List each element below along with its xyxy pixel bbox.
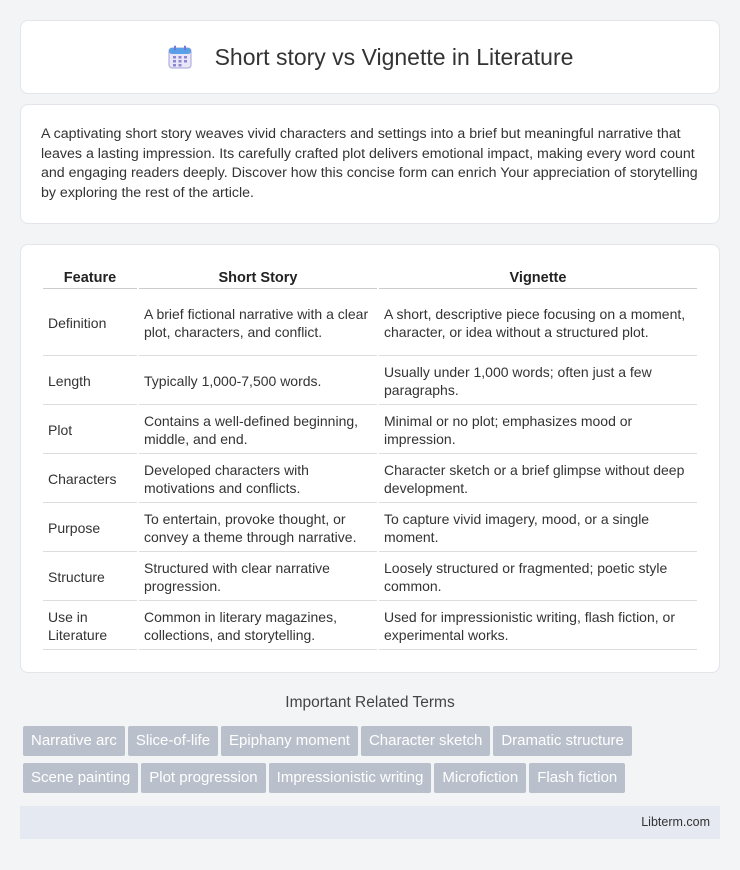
tag-narrative-arc[interactable]: Narrative arc — [23, 726, 125, 756]
tag-flash-fiction[interactable]: Flash fiction — [529, 763, 625, 793]
vignette-cell: A short, descriptive piece focusing on a moment, character, or idea without a structured plot. — [379, 291, 697, 356]
short-story-cell: Structured with clear narrative progression. — [139, 554, 377, 601]
feature-cell: Structure — [43, 554, 137, 601]
header-short-story: Short Story — [139, 267, 377, 289]
footer-site-link[interactable]: Libterm.com — [641, 815, 710, 829]
short-story-cell: To entertain, provoke thought, or convey a theme through narrative. — [139, 505, 377, 552]
feature-cell: Definition — [43, 291, 137, 356]
table-row — [43, 603, 697, 650]
feature-cell: Length — [43, 358, 137, 405]
page-title: Short story vs Vignette in Literature — [214, 43, 574, 70]
short-story-cell: A brief fictional narrative with a clear plot, characters, and conflict. — [139, 291, 377, 356]
feature-cell: Characters — [43, 456, 137, 503]
header-vignette: Vignette — [379, 267, 697, 289]
short-story-cell: Typically 1,000-7,500 words. — [139, 358, 377, 405]
intro-text: A captivating short story weaves vivid characters and settings into a brief but meaningful narrative that leaves a lasting impression. Its carefully crafted plot delivers emotional impact, making every word count and engaging readers deeply. Discover how this concise form can enrich Your appreciation of storytelling by exploring the rest of the article. — [41, 126, 698, 201]
related-terms-heading: Important Related Terms — [285, 694, 455, 711]
table-row — [43, 358, 697, 405]
vignette-cell: Used for impressionistic writing, flash fiction, or experimental works. — [379, 603, 697, 650]
tag-dramatic-structure[interactable]: Dramatic structure — [493, 726, 632, 756]
vignette-cell: Loosely structured or fragmented; poetic style common. — [379, 554, 697, 601]
tag-epiphany-moment[interactable]: Epiphany moment — [221, 726, 358, 756]
vignette-cell: Usually under 1,000 words; often just a few paragraphs. — [379, 358, 697, 405]
calendar-icon — [167, 44, 193, 70]
short-story-cell: Common in literary magazines, collections, and storytelling. — [139, 603, 377, 650]
comparison-card — [20, 244, 720, 673]
vignette-cell: Character sketch or a brief glimpse without deep development. — [379, 456, 697, 503]
feature-cell: Use in Literature — [43, 603, 137, 650]
related-tags — [23, 726, 703, 800]
table-row — [43, 291, 697, 356]
table-row — [43, 554, 697, 601]
feature-cell: Plot — [43, 407, 137, 454]
footer — [20, 806, 720, 839]
tag-character-sketch[interactable]: Character sketch — [361, 726, 490, 756]
table-row — [43, 456, 697, 503]
tag-slice-of-life[interactable]: Slice-of-life — [128, 726, 218, 756]
vignette-cell: To capture vivid imagery, mood, or a single moment. — [379, 505, 697, 552]
header-feature: Feature — [43, 267, 137, 289]
title-card — [20, 20, 720, 94]
tag-scene-painting[interactable]: Scene painting — [23, 763, 138, 793]
vignette-cell: Minimal or no plot; emphasizes mood or impression. — [379, 407, 697, 454]
intro-card — [20, 104, 720, 224]
feature-cell: Purpose — [43, 505, 137, 552]
tag-impressionistic-writing[interactable]: Impressionistic writing — [269, 763, 432, 793]
tag-microfiction[interactable]: Microfiction — [434, 763, 526, 793]
comparison-table — [41, 265, 699, 652]
short-story-cell: Developed characters with motivations and conflicts. — [139, 456, 377, 503]
short-story-cell: Contains a well-defined beginning, middle, and end. — [139, 407, 377, 454]
table-row — [43, 505, 697, 552]
tag-plot-progression[interactable]: Plot progression — [141, 763, 265, 793]
table-row — [43, 407, 697, 454]
